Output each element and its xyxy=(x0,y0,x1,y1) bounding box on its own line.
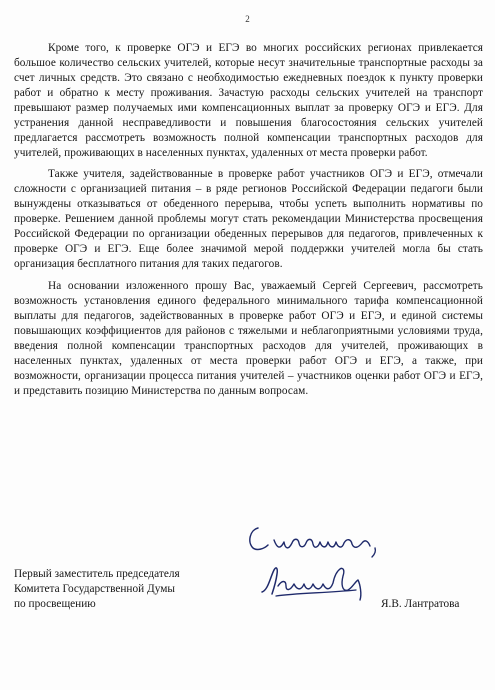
page-number: 2 xyxy=(245,14,250,24)
handwritten-closing xyxy=(244,518,394,562)
signatory-title-line-2: Комитета Государственной Думы xyxy=(14,583,175,595)
signatory-name: Я.В. Лантратова xyxy=(381,598,460,610)
paragraph-meal-breaks: Также учителя, задействованные в проверке работ участников ОГЭ и ЕГЭ, отмечали сложности с организацией питания – в ряде регионов Российской Федерации педагоги были вынуждены отказываться от обеденного перерыва, чтобы успеть выполнить нормативы по проверке. Решением данной проблемы могут стать рекомендации Министерства просвещения Российской Федерации по организации обеденных перерывов для педагогов, привлеченных к проверке ОГЭ и ЕГЭ. Еще более значимой мерой поддержки учителей могла бы стать организация бесплатного питания для таких педагогов. xyxy=(14,168,483,270)
handwritten-signature xyxy=(256,560,376,602)
paragraph-request: На основании изложенного прошу Вас, уважаемый Сергей Сергеевич, рассмотреть возможность установления единого федерального минимального тарифа компенсационной выплаты для педагогов, задействованных в проверке работ ОГЭ и ЕГЭ, и единой системы повышающих коэффициентов для районов с тяжелыми и неблагоприятными условиями труда, введения полной компенсации транспортных расходов для учителей, проживающих в населенных пунктах, удаленных от места проверки работ ОГЭ и ЕГЭ, а также, при возможности, организации процесса питания учителей – участников оценки работ ОГЭ и ЕГЭ, и представить позицию Министерства по данным вопросам. xyxy=(14,280,483,397)
signatory-title-line-3: по просвещению xyxy=(14,598,96,610)
signatory-title-line-1: Первый заместитель председателя xyxy=(14,568,180,580)
letter-body xyxy=(14,41,483,399)
paragraph-transport-costs: Кроме того, к проверке ОГЭ и ЕГЭ во многих российских регионах привлекается большое количество сельских учителей, которые несут значительные транспортные расходы за счет личных средств. Это связано с необходимостью ежедневных поездок к пункту проверки работ и обратно к месту проживания. Зачастую расходы сельских учителей на транспорт превышают размер получаемых ими компенсационных выплат за проверку ОГЭ и ЕГЭ. Для устранения данной несправедливости и повышения благосостояния сельских учителей предлагается рассмотреть возможность полной компенсации транспортных расходов для учителей, проживающих в населенных пунктах, удаленных от места проверки работ. xyxy=(14,42,483,159)
signatory-title xyxy=(14,567,244,612)
